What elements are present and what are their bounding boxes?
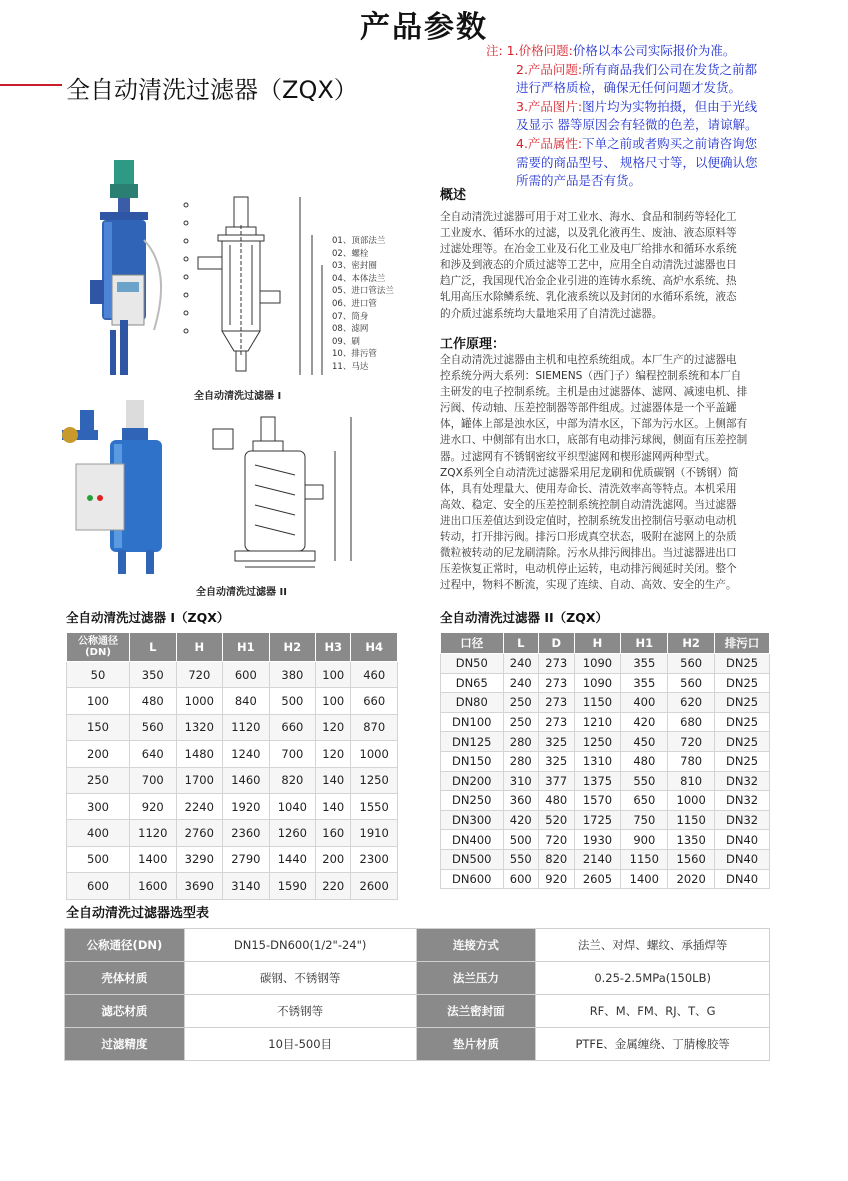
table-cell: 220: [316, 873, 351, 899]
text-line: 工业废水、循环水的过滤，以及乳化液再生、废油、液态原料等: [440, 227, 737, 240]
table-cell: 820: [269, 767, 316, 793]
table-cell: 720: [539, 830, 575, 850]
table-cell: 480: [621, 751, 668, 771]
table2: [440, 632, 770, 889]
table-cell: 325: [539, 751, 575, 771]
text-line: 轧用高压水除鳞系统、乳化液系统以及封闭的水循环系统，液态: [440, 291, 737, 304]
table-cell: 550: [621, 771, 668, 791]
table-cell: 500: [503, 830, 539, 850]
selection-value: PTFE、金属缠绕、丁腈橡胶等: [536, 1028, 770, 1061]
legend-item: 05、进口管法兰: [332, 286, 394, 297]
table-cell: 2020: [668, 869, 715, 889]
table-cell: 640: [130, 741, 177, 767]
table-cell: DN500: [441, 849, 504, 869]
legend-item: 10、排污管: [332, 349, 377, 360]
table-row: [441, 693, 770, 713]
table-cell: 840: [223, 688, 270, 714]
table-cell: 400: [67, 820, 130, 846]
notice-3-cont: 及显示 器等原因会有轻微的色差，请谅解。: [516, 117, 758, 133]
title-accent-line: [0, 84, 62, 86]
selection-row: [65, 995, 770, 1028]
caption-type1: 全自动清洗过滤器 I: [194, 391, 282, 402]
table-cell: 620: [668, 693, 715, 713]
table-cell: 820: [539, 849, 575, 869]
table-cell: 150: [67, 714, 130, 740]
legend-item: 06、进口管: [332, 298, 377, 309]
table-cell: DN400: [441, 830, 504, 850]
table-row: [67, 793, 398, 819]
table-cell: 600: [503, 869, 539, 889]
table-row: [441, 654, 770, 674]
table-cell: 1590: [269, 873, 316, 899]
table-cell: DN40: [715, 849, 770, 869]
filter-type1-photo: [84, 160, 176, 390]
table-cell: 1400: [130, 846, 177, 872]
text-line: 污阀、传动轴、压差控制器等部件组成。过滤器体是一个平盖罐: [440, 402, 737, 415]
table-cell: DN200: [441, 771, 504, 791]
table-cell: 600: [223, 662, 270, 688]
selection-row: [65, 1028, 770, 1061]
legend-item: 04、本体法兰: [332, 273, 386, 284]
table-cell: 1725: [574, 810, 621, 830]
page-title: 产品参数: [360, 10, 488, 45]
table-cell: DN600: [441, 869, 504, 889]
table-cell: 1250: [574, 732, 621, 752]
table-cell: 1000: [176, 688, 223, 714]
table-row: [441, 791, 770, 811]
column-header: L: [130, 633, 177, 662]
table-cell: DN50: [441, 654, 504, 674]
column-header: 排污口: [715, 633, 770, 654]
table-cell: 1560: [668, 849, 715, 869]
table-row: [67, 662, 398, 688]
selection-key: 公称通径(DN): [65, 929, 185, 962]
table-cell: 560: [130, 714, 177, 740]
table-cell: DN25: [715, 732, 770, 752]
selection-key: 连接方式: [416, 929, 536, 962]
table-cell: 325: [539, 732, 575, 752]
table-cell: 355: [621, 654, 668, 674]
notice-4: 4.产品属性:下单之前或者购买之前请咨询您: [516, 135, 758, 151]
table-cell: 660: [351, 688, 398, 714]
table-cell: 200: [67, 741, 130, 767]
table-cell: 1250: [351, 767, 398, 793]
notice-2: 2.产品问题:所有商品我们公司在发货之前都: [516, 61, 758, 77]
table-cell: DN300: [441, 810, 504, 830]
table-cell: 1700: [176, 767, 223, 793]
table-row: [441, 849, 770, 869]
table1-title: 全自动清洗过滤器 I（ZQX）: [66, 610, 230, 625]
table-cell: DN150: [441, 751, 504, 771]
table-cell: 560: [668, 654, 715, 674]
table-cell: 1260: [269, 820, 316, 846]
table-row: [441, 732, 770, 752]
text-line: 压差恢复正常时，电动机停止运转，电动排污阀延时关闭。整个: [440, 563, 737, 576]
column-header: 公称通径 (DN): [67, 633, 130, 662]
table-cell: DN40: [715, 830, 770, 850]
parts-legend: [332, 235, 394, 374]
table-cell: 280: [503, 732, 539, 752]
table-cell: 1000: [351, 741, 398, 767]
column-header: H: [574, 633, 621, 654]
table-cell: 120: [316, 741, 351, 767]
table-cell: 377: [539, 771, 575, 791]
table-cell: 650: [621, 791, 668, 811]
notice-block: [486, 42, 816, 191]
table-cell: 1570: [574, 791, 621, 811]
table-cell: 1120: [223, 714, 270, 740]
filter-type2-drawing: [205, 415, 385, 575]
table-cell: 3290: [176, 846, 223, 872]
table-cell: 160: [316, 820, 351, 846]
text-line: 进水口、中侧部有出水口，底部有电动排污球阀，侧面有压差控制: [440, 434, 748, 447]
column-header: H3: [316, 633, 351, 662]
table-cell: 2605: [574, 869, 621, 889]
table-row: [67, 767, 398, 793]
table-cell: DN80: [441, 693, 504, 713]
column-header: L: [503, 633, 539, 654]
principle-text: [440, 352, 776, 593]
table-cell: 2300: [351, 846, 398, 872]
text-line: 高效、稳定、安全的压差控制系统控制自动清洗滤网。当过滤器: [440, 498, 737, 511]
text-line: 和涉及到液态的介质过滤等工艺中，应用全自动清洗过滤器也日: [440, 259, 737, 272]
table-cell: 1000: [668, 791, 715, 811]
table-cell: 273: [539, 712, 575, 732]
table-row: [67, 873, 398, 899]
table-cell: 810: [668, 771, 715, 791]
text-line: 器。过滤网有不锈钢密纹平织型滤网和楔形滤网两种型式。: [440, 450, 716, 463]
table2-title: 全自动清洗过滤器 II（ZQX）: [440, 610, 608, 625]
selection-row: [65, 962, 770, 995]
product-title: 全自动清洗过滤器（ZQX）: [66, 76, 358, 104]
table-row: [441, 712, 770, 732]
table-cell: 1240: [223, 741, 270, 767]
table-cell: 273: [539, 673, 575, 693]
table-cell: 1375: [574, 771, 621, 791]
table-cell: 420: [621, 712, 668, 732]
caption-type2: 全自动清洗过滤器 II: [196, 587, 287, 598]
table-cell: 600: [67, 873, 130, 899]
table-cell: 300: [67, 793, 130, 819]
text-line: 微粒被转动的尼龙刷清除。污水从排污阀排出。当过滤器进出口: [440, 547, 737, 560]
table-row: [441, 830, 770, 850]
overview-text: [440, 209, 776, 322]
legend-item: 07、筒身: [332, 311, 369, 322]
text-line: 的介质过滤系统均大量地采用了自清洗过滤器。: [440, 307, 663, 320]
text-line: 过滤处理等。在冶金工业及石化工业及电厂给排水和循环水系统: [440, 243, 737, 256]
table-cell: 2240: [176, 793, 223, 819]
selection-value: 碳钢、不锈钢等: [184, 962, 416, 995]
selection-row: [65, 929, 770, 962]
table-cell: 310: [503, 771, 539, 791]
table-cell: 1120: [130, 820, 177, 846]
table-cell: 355: [621, 673, 668, 693]
selection-value: 10目-500目: [184, 1028, 416, 1061]
table-cell: DN250: [441, 791, 504, 811]
table-cell: 273: [539, 693, 575, 713]
legend-item: 09、刷: [332, 336, 360, 347]
selection-value: DN15-DN600(1/2"-24"): [184, 929, 416, 962]
text-line: 体，罐体上部是浊水区，中部为清水区，下部为污水区。上侧部有: [440, 418, 748, 431]
table-cell: 1920: [223, 793, 270, 819]
selection-key: 过滤精度: [65, 1028, 185, 1061]
text-line: 全自动清洗过滤器可用于对工业水、海水、食品和制药等轻化工: [440, 211, 737, 223]
selection-key: 滤芯材质: [65, 995, 185, 1028]
text-line: 主研发的电子控制系统。主机是由过滤器体、滤网、减速电机、排: [440, 386, 748, 399]
table-cell: 250: [503, 712, 539, 732]
table-row: [67, 846, 398, 872]
selection-key: 垫片材质: [416, 1028, 536, 1061]
table-cell: 1480: [176, 741, 223, 767]
text-line: 体，具有处理量大、使用寿命长、清洗效率高等特点。本机采用: [440, 482, 737, 495]
table-cell: 100: [316, 662, 351, 688]
table-row: [441, 869, 770, 889]
table-cell: 720: [176, 662, 223, 688]
table-cell: 140: [316, 793, 351, 819]
table-cell: 1090: [574, 673, 621, 693]
notice-4-cont: 需要的商品型号、 规格尺寸等，以便确认您: [516, 154, 758, 170]
legend-item: 03、密封圈: [332, 261, 377, 272]
table-cell: 2790: [223, 846, 270, 872]
table-cell: 560: [668, 673, 715, 693]
table-cell: 450: [621, 732, 668, 752]
table-cell: 920: [130, 793, 177, 819]
text-line: 全自动清洗过滤器由主机和电控系统组成。本厂生产的过滤器电: [440, 354, 737, 366]
notice-4-cont2: 所需的产品是否有货。: [516, 173, 642, 189]
table-row: [67, 714, 398, 740]
table-cell: 400: [621, 693, 668, 713]
table-cell: 1320: [176, 714, 223, 740]
table-row: [441, 751, 770, 771]
table-cell: 750: [621, 810, 668, 830]
table-cell: 1460: [223, 767, 270, 793]
table-cell: 520: [539, 810, 575, 830]
table-cell: 2140: [574, 849, 621, 869]
selection-value: 法兰、对焊、螺纹、承插焊等: [536, 929, 770, 962]
text-line: 进出口压差值达到设定值时，控制系统发出控制信号驱动电动机: [440, 514, 737, 527]
column-header: 口径: [441, 633, 504, 654]
table-cell: DN40: [715, 869, 770, 889]
table-row: [441, 771, 770, 791]
table-row: [441, 673, 770, 693]
table1: [66, 632, 398, 900]
notice-2-cont: 进行严格质检，确保无任何问题才发货。: [516, 80, 742, 96]
selection-table: [64, 928, 770, 1061]
table-row: [67, 688, 398, 714]
table-cell: 420: [503, 810, 539, 830]
notice-1: 注: 1.价格问题:价格以本公司实际报价为准。: [486, 43, 736, 58]
legend-item: 11、马达: [332, 361, 369, 372]
table-cell: 100: [316, 688, 351, 714]
table-cell: DN65: [441, 673, 504, 693]
table-cell: 1550: [351, 793, 398, 819]
notice-3: 3.产品图片:图片均为实物拍摄，但由于光线: [516, 98, 758, 114]
table-cell: DN25: [715, 673, 770, 693]
table-cell: 780: [668, 751, 715, 771]
table-cell: 460: [351, 662, 398, 688]
table-cell: 250: [503, 693, 539, 713]
table-cell: 480: [539, 791, 575, 811]
table-cell: 240: [503, 673, 539, 693]
table-cell: DN100: [441, 712, 504, 732]
column-header: H4: [351, 633, 398, 662]
overview-heading: 概述: [440, 188, 467, 203]
table-cell: 1150: [668, 810, 715, 830]
table-cell: 1910: [351, 820, 398, 846]
table-cell: 660: [269, 714, 316, 740]
legend-item: 08、滤网: [332, 324, 369, 335]
table-cell: 380: [269, 662, 316, 688]
text-line: 过程中，物料不断流，实现了连续、自动、高效、安全的生产。: [440, 579, 737, 592]
selection-value: 0.25-2.5MPa(150LB): [536, 962, 770, 995]
column-header: H: [176, 633, 223, 662]
table-cell: 250: [67, 767, 130, 793]
table-row: [441, 810, 770, 830]
table-cell: 2360: [223, 820, 270, 846]
table-cell: 720: [668, 732, 715, 752]
table-cell: 3690: [176, 873, 223, 899]
table-cell: 1310: [574, 751, 621, 771]
text-line: ZQX系列全自动清洗过滤器采用尼龙刷和优质碳钢（不锈钢）简: [440, 466, 739, 479]
table-cell: 1600: [130, 873, 177, 899]
selection-value: 不锈钢等: [184, 995, 416, 1028]
table-row: [67, 820, 398, 846]
text-line: 转动，打开排污阀。排污口形成真空状态，吸附在滤网上的杂质: [440, 531, 737, 544]
table-cell: 1150: [574, 693, 621, 713]
text-line: 趋广泛，我国现代冶金企业引进的连铸水系统、高炉水系统、热: [440, 275, 737, 288]
filter-type2-photo: [60, 400, 175, 575]
table-cell: 1400: [621, 869, 668, 889]
filter-type1-drawing: [180, 195, 330, 380]
table-cell: 700: [130, 767, 177, 793]
table-cell: 350: [130, 662, 177, 688]
table-cell: 280: [503, 751, 539, 771]
text-line: 控系统分两大系列：SIEMENS（西门子）编程控制系统和本厂自: [440, 370, 742, 383]
table-cell: DN32: [715, 791, 770, 811]
table-cell: 1210: [574, 712, 621, 732]
column-header: H2: [269, 633, 316, 662]
table-cell: 870: [351, 714, 398, 740]
table-cell: 2600: [351, 873, 398, 899]
legend-item: 02、螺栓: [332, 248, 369, 259]
table-cell: DN25: [715, 712, 770, 732]
column-header: H1: [223, 633, 270, 662]
table-cell: DN25: [715, 751, 770, 771]
table-cell: 2760: [176, 820, 223, 846]
table-cell: 273: [539, 654, 575, 674]
table-cell: 1930: [574, 830, 621, 850]
principle-heading: 工作原理：: [440, 337, 506, 352]
selection-key: 壳体材质: [65, 962, 185, 995]
legend-item: 01、顶部法兰: [332, 236, 386, 246]
table-cell: 1150: [621, 849, 668, 869]
table-cell: 360: [503, 791, 539, 811]
table-cell: 200: [316, 846, 351, 872]
table-cell: 500: [67, 846, 130, 872]
table-cell: 1090: [574, 654, 621, 674]
table-cell: 920: [539, 869, 575, 889]
table-cell: 120: [316, 714, 351, 740]
table-cell: DN25: [715, 654, 770, 674]
table-cell: DN32: [715, 810, 770, 830]
table-cell: 3140: [223, 873, 270, 899]
table-cell: 50: [67, 662, 130, 688]
table-cell: 1350: [668, 830, 715, 850]
table-row: [67, 741, 398, 767]
selection-title: 全自动清洗过滤器选型表: [66, 906, 210, 921]
table-cell: 1440: [269, 846, 316, 872]
selection-key: 法兰压力: [416, 962, 536, 995]
table-cell: 680: [668, 712, 715, 732]
table-cell: 900: [621, 830, 668, 850]
table-cell: 240: [503, 654, 539, 674]
table-cell: 500: [269, 688, 316, 714]
column-header: D: [539, 633, 575, 654]
table-cell: DN125: [441, 732, 504, 752]
table-cell: DN32: [715, 771, 770, 791]
table-cell: 140: [316, 767, 351, 793]
table-cell: 100: [67, 688, 130, 714]
column-header: H2: [668, 633, 715, 654]
selection-key: 法兰密封面: [416, 995, 536, 1028]
table-cell: 480: [130, 688, 177, 714]
table-cell: 700: [269, 741, 316, 767]
table-cell: DN25: [715, 693, 770, 713]
table-cell: 550: [503, 849, 539, 869]
table-cell: 1040: [269, 793, 316, 819]
selection-value: RF、M、FM、RJ、T、G: [536, 995, 770, 1028]
column-header: H1: [621, 633, 668, 654]
